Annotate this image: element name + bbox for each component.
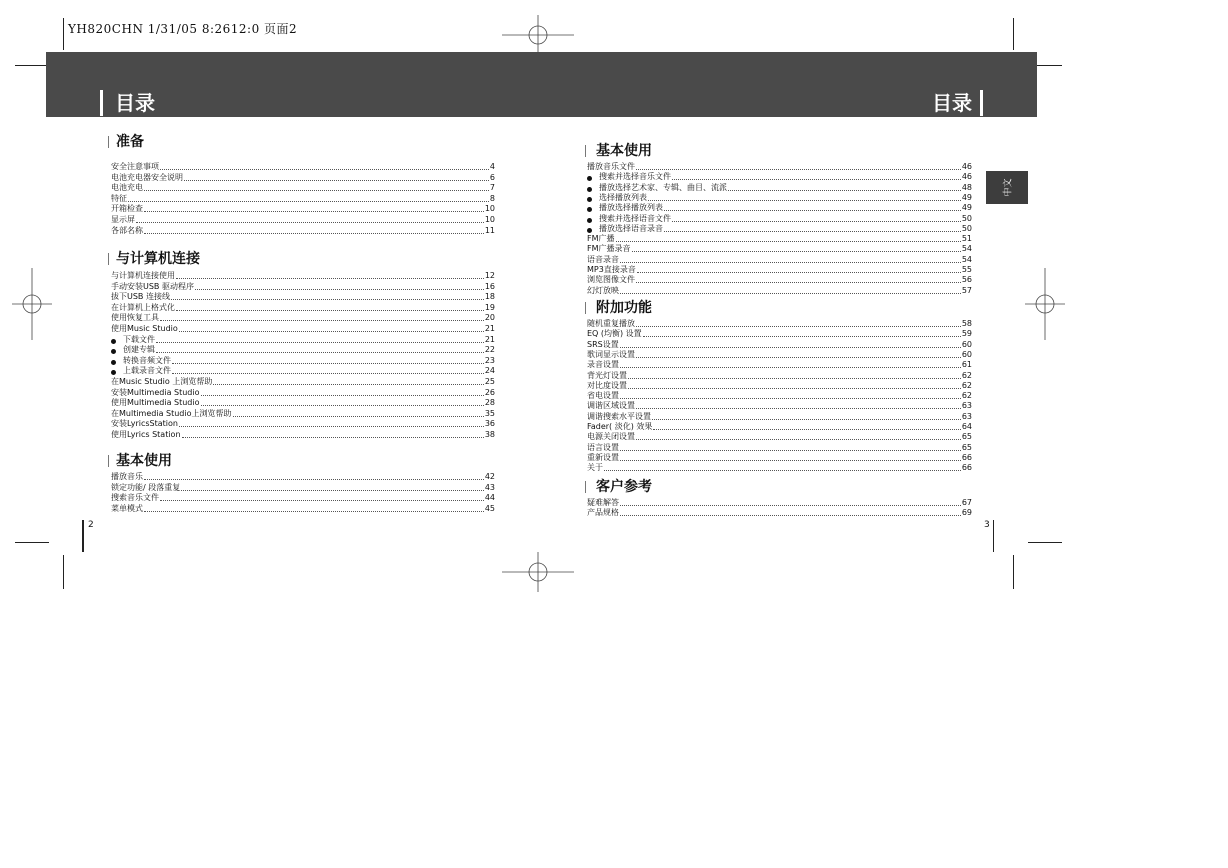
toc-entry-title: 上载录音文件 [123, 366, 171, 376]
page-number-bar-left [82, 520, 84, 552]
section-title: 附加功能 [596, 300, 652, 316]
section-title: 基本使用 [596, 143, 652, 159]
toc-entry[interactable] [111, 504, 495, 514]
section-title: 准备 [116, 134, 144, 150]
crop-mark-bottom-left-v [63, 555, 64, 589]
toc-entry-page: 60 [961, 349, 972, 359]
dot-leader [632, 251, 961, 252]
print-slug: YH820CHN 1/31/05 8:2612:0 页面2 [68, 22, 298, 36]
toc-entry-title: 产品规格 [587, 508, 619, 518]
toc-entry-page: 10 [484, 204, 495, 214]
toc-entry-title: 电池充电 [111, 183, 143, 193]
toc-entry-title: 调谐区域设置 [587, 401, 635, 411]
toc-entry[interactable] [587, 401, 972, 411]
toc-entry-page: 62 [961, 391, 972, 401]
toc-entry-title: 播放选择艺术家、专辑、曲目、流派 [599, 182, 727, 192]
dot-leader [201, 405, 484, 406]
dot-leader [172, 373, 484, 374]
toc-entry-page: 54 [961, 254, 972, 264]
toc-entry-title: Fader( 淡化) 效果 [587, 422, 653, 431]
toc-entry[interactable] [111, 345, 495, 355]
toc-entry-page: 50 [961, 223, 972, 233]
toc-entry-page: 21 [484, 324, 495, 333]
toc-entry-title: 在Music Studio 上浏览帮助 [111, 377, 213, 386]
toc-entry-title: 录音设置 [587, 360, 619, 370]
toc-entry[interactable] [111, 282, 495, 292]
toc-entry[interactable] [111, 398, 495, 408]
registration-mark-top [502, 15, 574, 55]
section-bar [108, 136, 109, 148]
toc-entry[interactable] [111, 483, 495, 493]
toc-entry-title: 播放音乐 [111, 472, 143, 481]
toc-entry-title: 转换音频文件 [123, 355, 171, 365]
dot-leader [160, 169, 489, 170]
toc-entry[interactable] [587, 340, 972, 350]
toc-entry[interactable] [587, 234, 972, 244]
dot-leader [144, 479, 484, 480]
toc-entry-page: 4 [489, 162, 495, 171]
toc-entry-page: 26 [484, 387, 495, 397]
toc-entry-title: 安装LyricsStation [111, 419, 178, 429]
bullet-icon [587, 218, 592, 223]
toc-entry-title: 搜索并选择语音文件 [599, 213, 671, 223]
toc-entry-page: 8 [489, 193, 495, 203]
dot-leader [176, 310, 484, 311]
dot-leader [652, 419, 961, 420]
toc-entry[interactable] [111, 335, 495, 345]
toc-entry-title: 搜索并选择音乐文件 [599, 172, 671, 182]
toc-entry-page: 7 [489, 183, 495, 193]
toc-entry[interactable] [111, 183, 495, 193]
toc-entry-title: 拔下USB 连接线 [111, 292, 170, 302]
dot-leader [728, 190, 961, 191]
dot-leader [604, 470, 961, 471]
toc-entry-page: 50 [961, 213, 972, 223]
toc-entry-title: 使用恢复工具 [111, 313, 159, 323]
dot-leader [636, 439, 961, 440]
toc-entry[interactable] [587, 329, 972, 339]
toc-entry-page: 12 [484, 271, 495, 280]
toc-entry-title: 语言设置 [587, 442, 619, 452]
toc-entry[interactable] [587, 391, 972, 401]
dot-leader [672, 179, 961, 180]
toc-entry-page: 35 [484, 408, 495, 418]
toc-entry[interactable] [111, 194, 495, 204]
toc-entry[interactable] [111, 292, 495, 302]
dot-leader [636, 326, 961, 327]
toc-entry-page: 42 [484, 472, 495, 481]
section-bar [108, 455, 109, 467]
toc-entry-page: 66 [961, 463, 972, 473]
toc-entry[interactable] [587, 224, 972, 234]
toc-entry[interactable] [587, 162, 972, 172]
toc-entry-title: 创建专辑 [123, 345, 155, 355]
toc-entry-title: 开箱检查 [111, 204, 143, 214]
toc-entry-title: 省电设置 [587, 391, 619, 401]
toc-entry-page: 55 [961, 265, 972, 274]
section-title: 与计算机连接 [116, 251, 200, 267]
toc-entry-page: 63 [961, 401, 972, 411]
dot-leader [620, 505, 961, 506]
toc-entry-page: 67 [961, 498, 972, 507]
dot-leader [160, 320, 484, 321]
toc-entry[interactable] [587, 432, 972, 442]
dot-leader [172, 363, 484, 364]
language-tab: 中文 [986, 171, 1028, 204]
toc-entry-title: 语音录音 [587, 254, 619, 264]
bullet-icon [587, 207, 592, 212]
dot-leader [643, 336, 961, 337]
toc-entry-page: 19 [484, 302, 495, 312]
toc-entry-page: 25 [484, 377, 495, 386]
toc-entry-page: 23 [484, 355, 495, 365]
dot-leader [620, 367, 961, 368]
toc-entry-title: 疑难解答 [587, 498, 619, 507]
dot-leader [144, 190, 489, 191]
bullet-icon [111, 339, 116, 344]
dot-leader [648, 200, 961, 201]
dot-leader [620, 293, 961, 294]
toc-entry[interactable] [111, 162, 495, 172]
toc-entry-page: 43 [484, 482, 495, 492]
dot-leader [160, 500, 484, 501]
toc-entry-page: 46 [961, 172, 972, 182]
bullet-icon [111, 349, 116, 354]
dot-leader [637, 272, 961, 273]
toc-entry-page: 62 [961, 370, 972, 380]
dot-leader [184, 180, 489, 181]
dot-leader [144, 511, 484, 512]
dot-leader [182, 437, 484, 438]
toc-entry[interactable] [587, 360, 972, 370]
dot-leader [156, 352, 484, 353]
toc-entry-page: 22 [484, 345, 495, 355]
toc-entry[interactable] [587, 319, 972, 329]
toc-entry-title: 使用Music Studio [111, 324, 178, 333]
dot-leader [636, 357, 961, 358]
toc-entry[interactable] [111, 388, 495, 398]
section-title: 基本使用 [116, 453, 172, 469]
dot-leader [620, 450, 961, 451]
section-bar [108, 253, 109, 265]
toc-entry[interactable] [111, 173, 495, 183]
dot-leader [156, 342, 484, 343]
bullet-icon [587, 197, 592, 202]
toc-entry[interactable] [111, 303, 495, 313]
toc-entry[interactable] [587, 244, 972, 254]
bullet-icon [587, 176, 592, 181]
bullet-icon [111, 360, 116, 365]
toc-entry-page: 57 [961, 285, 972, 295]
toc-entry[interactable] [111, 472, 495, 482]
toc-entry-page: 51 [961, 234, 972, 244]
dot-leader [213, 384, 483, 385]
dot-leader [636, 169, 961, 170]
dot-leader [636, 408, 961, 409]
toc-entry-page: 11 [484, 225, 495, 235]
dot-leader [620, 460, 961, 461]
toc-entry-page: 65 [961, 442, 972, 452]
toc-entry-title: 重新设置 [587, 452, 619, 462]
dot-leader [616, 241, 961, 242]
toc-entry-title: 下载文件 [123, 334, 155, 344]
toc-entry-title: 显示屏 [111, 215, 135, 224]
section-title: 客户参考 [596, 479, 652, 495]
toc-entry-page: 60 [961, 339, 972, 349]
toc-entry-page: 54 [961, 244, 972, 254]
bullet-icon [587, 228, 592, 233]
toc-entry-title: 关于 [587, 463, 603, 473]
registration-mark-left [12, 268, 52, 340]
dot-leader [628, 378, 961, 379]
toc-entry-title: 随机重复播放 [587, 319, 635, 328]
toc-entry[interactable] [111, 366, 495, 376]
toc-entry-title: SRS设置 [587, 339, 619, 349]
toc-entry[interactable] [587, 203, 972, 213]
toc-entry-page: 63 [961, 411, 972, 421]
toc-entry-title: 安全注意事项 [111, 162, 159, 171]
dot-leader [195, 289, 484, 290]
toc-entry-page: 56 [961, 275, 972, 285]
toc-entry-title: 特征 [111, 193, 127, 203]
toc-entry-title: 菜单模式 [111, 503, 143, 513]
toc-entry-title: 使用Multimedia Studio [111, 398, 200, 408]
toc-entry-title: 电池充电器安全说明 [111, 172, 183, 182]
page-number-right: 3 [984, 520, 990, 530]
toc-entry-title: 背光灯设置 [587, 370, 627, 380]
toc-entry-page: 66 [961, 452, 972, 462]
right-page-title: 目录 [932, 90, 983, 116]
dot-leader [620, 515, 961, 516]
page-number-bar-right [993, 520, 994, 552]
toc-entry-page: 62 [961, 380, 972, 390]
toc-entry-title: MP3直接录音 [587, 265, 636, 274]
dot-leader [233, 416, 484, 417]
toc-entry-page: 69 [961, 508, 972, 518]
toc-entry-title: 对比度设置 [587, 380, 627, 390]
toc-entry-page: 48 [961, 182, 972, 192]
toc-entry[interactable] [587, 443, 972, 453]
crop-mark-bottom-left-h [15, 542, 49, 543]
dot-leader [672, 221, 961, 222]
toc-entry-title: 安装Multimedia Studio [111, 387, 200, 397]
registration-mark-bottom [502, 552, 574, 592]
toc-entry-title: 播放选择语音录音 [599, 223, 663, 233]
toc-entry-page: 21 [484, 334, 495, 344]
toc-entry-title: FM广播录音 [587, 244, 631, 254]
toc-entry-title: 与计算机连接使用 [111, 271, 175, 280]
toc-entry-title: 幻灯放映 [587, 285, 619, 295]
toc-entry-title: 电源关闭设置 [587, 432, 635, 442]
dot-leader [144, 211, 484, 212]
dot-leader [171, 299, 484, 300]
dot-leader [620, 262, 961, 263]
toc-entry[interactable] [587, 193, 972, 203]
toc-entry-title: 播放音乐文件 [587, 162, 635, 171]
toc-entry-page: 45 [484, 503, 495, 513]
toc-entry[interactable] [587, 453, 972, 463]
registration-mark-right [1025, 268, 1065, 340]
toc-entry-page: 10 [484, 215, 495, 224]
toc-entry[interactable] [111, 226, 495, 236]
toc-entry-page: 18 [484, 292, 495, 302]
section-bar [585, 481, 586, 493]
toc-entry[interactable] [587, 371, 972, 381]
toc-entry-title: 手动安装USB 驱动程序 [111, 281, 194, 291]
toc-entry-page: 64 [961, 422, 972, 431]
crop-mark-bottom-right-h [1028, 542, 1062, 543]
toc-entry[interactable] [587, 255, 972, 265]
toc-entry-page: 28 [484, 398, 495, 408]
toc-entry-title: 播放选择播放列表 [599, 203, 663, 213]
toc-entry-page: 24 [484, 366, 495, 376]
toc-entry[interactable] [587, 422, 972, 432]
toc-entry[interactable] [587, 214, 972, 224]
toc-entry-title: FM广播 [587, 234, 615, 244]
toc-entry-page: 36 [484, 419, 495, 429]
section-bar [585, 302, 586, 314]
crop-mark-top-left-h [15, 65, 47, 66]
toc-entry-title: 歌词显示设置 [587, 349, 635, 359]
toc-entry-page: 49 [961, 192, 972, 202]
toc-entry-page: 38 [484, 430, 495, 439]
crop-mark-top-right-v [1013, 18, 1014, 50]
toc-entry-title: 使用Lyrics Station [111, 430, 181, 439]
toc-entry[interactable] [587, 286, 972, 296]
dot-leader [201, 395, 484, 396]
page-number-left: 2 [88, 520, 94, 530]
left-page-title: 目录 [100, 90, 155, 116]
toc-entry[interactable] [111, 493, 495, 503]
dot-leader [628, 388, 961, 389]
section-bar [585, 145, 586, 157]
toc-entry[interactable] [111, 430, 495, 440]
toc-entry-title: 搜索音乐文件 [111, 493, 159, 503]
toc-entry[interactable] [587, 498, 972, 508]
toc-entry[interactable] [111, 419, 495, 429]
crop-mark-top-left-v [63, 18, 64, 50]
dot-leader [636, 282, 961, 283]
crop-mark-bottom-right-v [1013, 555, 1014, 589]
toc-entry-page: 58 [961, 319, 972, 328]
dot-leader [136, 222, 484, 223]
dot-leader [620, 398, 961, 399]
toc-entry-title: 各部名称 [111, 225, 143, 235]
toc-entry[interactable] [111, 356, 495, 366]
toc-entry[interactable] [587, 275, 972, 285]
toc-entry[interactable] [587, 183, 972, 193]
toc-entry[interactable] [111, 204, 495, 214]
toc-entry[interactable] [111, 271, 495, 281]
toc-entry[interactable] [587, 172, 972, 182]
header-band [46, 52, 1037, 117]
dot-leader [181, 490, 484, 491]
dot-leader [144, 233, 484, 234]
toc-entry[interactable] [111, 324, 495, 334]
bullet-icon [111, 370, 116, 375]
toc-entry[interactable] [587, 508, 972, 518]
toc-entry-title: 锁定功能/ 段落重复 [111, 482, 181, 492]
toc-entry[interactable] [587, 463, 972, 473]
toc-entry[interactable] [111, 409, 495, 419]
toc-entry-page: 65 [961, 432, 972, 442]
toc-entry-page: 44 [484, 493, 495, 503]
toc-entry-title: 在计算机上格式化 [111, 302, 175, 312]
bullet-icon [587, 187, 592, 192]
toc-entry-title: 调谐搜索水平设置 [587, 411, 651, 421]
toc-entry-title: 选择播放列表 [599, 192, 647, 202]
dot-leader [664, 231, 961, 232]
toc-entry[interactable] [587, 350, 972, 360]
toc-entry[interactable] [111, 215, 495, 225]
dot-leader [664, 210, 961, 211]
toc-entry[interactable] [111, 313, 495, 323]
toc-entry-page: 6 [489, 172, 495, 182]
dot-leader [179, 426, 484, 427]
dot-leader [176, 278, 484, 279]
toc-entry-page: 61 [961, 360, 972, 370]
toc-entry-page: 59 [961, 329, 972, 339]
toc-entry[interactable] [587, 381, 972, 391]
dot-leader [128, 201, 489, 202]
toc-entry-title: 在Multimedia Studio上浏览帮助 [111, 408, 232, 418]
toc-entry[interactable] [587, 412, 972, 422]
toc-entry-page: 20 [484, 313, 495, 323]
toc-entry-page: 49 [961, 203, 972, 213]
toc-entry-title: EQ (均衡) 设置 [587, 329, 642, 339]
toc-entry[interactable] [111, 377, 495, 387]
dot-leader [653, 429, 960, 430]
toc-entry[interactable] [587, 265, 972, 275]
dot-leader [620, 347, 961, 348]
toc-entry-page: 46 [961, 162, 972, 171]
dot-leader [179, 331, 484, 332]
toc-entry-page: 16 [484, 281, 495, 291]
toc-entry-title: 浏览图像文件 [587, 275, 635, 285]
